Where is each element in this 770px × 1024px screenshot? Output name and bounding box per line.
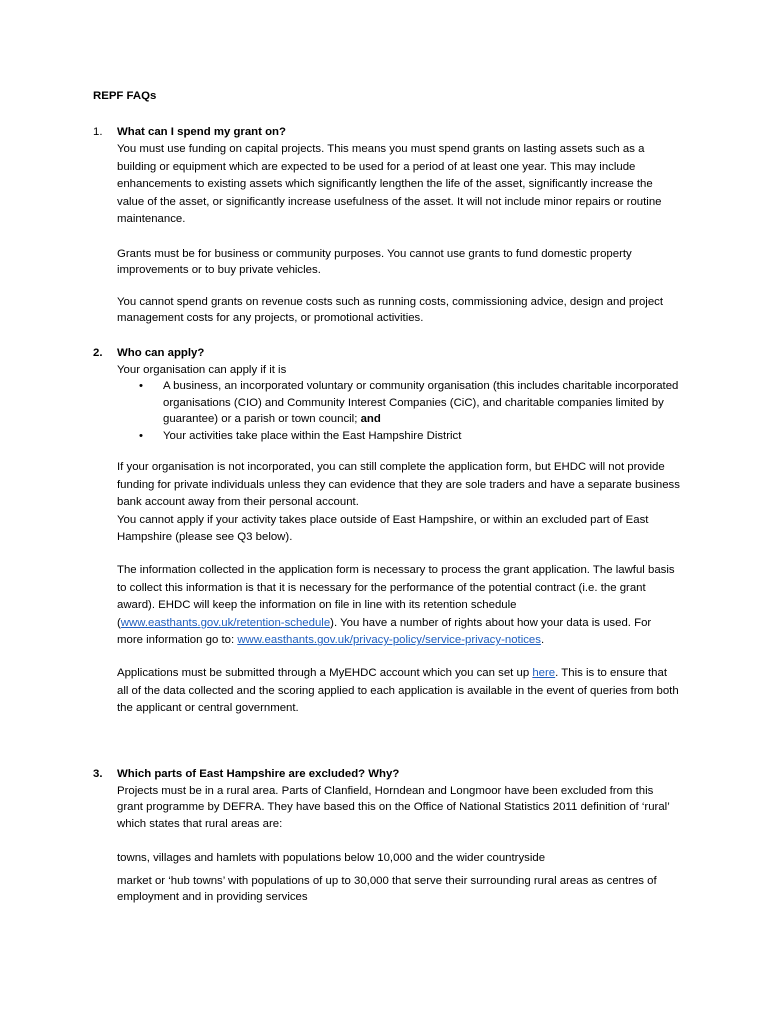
answer-paragraph: You cannot spend grants on revenue costs such as running costs, commissioning advice, design and project management costs for any projects, or promotional activities. (117, 295, 664, 325)
answer-paragraph: Grants must be for business or community purposes. You cannot use grants to fund domestic property improvements or to buy private vehicles. (117, 247, 632, 277)
answer-body (117, 362, 680, 718)
faq-section-3 (93, 766, 693, 905)
faq-section-2 (93, 345, 693, 718)
retention-schedule-link[interactable]: www.easthants.gov.uk/retention-schedule (120, 616, 331, 629)
answer-paragraph: Projects must be in a rural area. Parts of Clanfield, Horndean and Longmoor have been excluded from this grant programme by DEFRA. They have based this on the Office of National Statistics 2011 definition of ‘rural’ which states that rural areas are: (117, 785, 670, 830)
answer-paragraph: Applications must be submitted through a MyEHDC account which you can set up here. This is to ensure that all of the data collected and the scoring applied to each application is available in the event of queries from both the applicant or central government. (117, 666, 679, 715)
faq-question-3 (93, 766, 693, 783)
answer-paragraph: If your organisation is not incorporated, you can still complete the application form, but EHDC will not provide funding for private individuals unless they can evidence that they are sole traders and have a separate business bank account away from their personal account. (117, 461, 680, 509)
privacy-notices-link[interactable]: www.easthants.gov.uk/privacy-policy/service-privacy-notices (237, 634, 541, 647)
answer-paragraph: You must use funding on capital projects. This means you must spend grants on lasting assets such as a building or equipment which are expected to be used for a period of at least one year. This may include enhancements to existing assets which significantly lengthen the life of the asset, significantly increase the value of the asset, or significantly increase usefulness of the asset. It will not include minor repairs or routine maintenance. (117, 143, 662, 226)
list-item-text: A business, an incorporated voluntary or community organisation (this includes charitable incorporated organisations (CIO) and Community Interest Companies (CiC), and charitable companies limited by guarantee) or a parish or town council; and (163, 380, 679, 426)
list-item (117, 428, 680, 444)
myehdc-here-link[interactable]: here (532, 666, 556, 679)
answer-body (117, 141, 680, 327)
answer-paragraph: You cannot apply if your activity takes place outside of East Hampshire, or within an excluded part of East Hampshire (please see Q3 below). (117, 513, 649, 544)
answer-paragraph: Your organisation can apply if it is (117, 364, 287, 376)
rural-definition-item: towns, villages and hamlets with populations below 10,000 and the wider countryside (117, 852, 546, 865)
faq-question-2 (93, 345, 693, 362)
question-heading: What can I spend my grant on? (117, 126, 286, 138)
emphasis-text: and (360, 413, 381, 426)
eligibility-list (117, 378, 680, 444)
answer-paragraph: The information collected in the application form is necessary to process the grant application. The lawful basis to collect this information is that it is necessary for the performance of the potential contract (i.e. the grant award). EHDC will keep the information on file in line with its retention schedule (www.easthants.gov.uk/retention-schedule). You have a number of rights about how your data is used. For more information go to: www.easthants.gov.uk/privacy-policy/service-privacy-notices. (117, 564, 675, 647)
document-title: REPF FAQs (93, 90, 157, 102)
question-heading: Who can apply? (117, 347, 205, 359)
question-heading: Which parts of East Hampshire are excluded? Why? (117, 768, 400, 780)
question-number: 1. (93, 126, 103, 138)
answer-body (117, 783, 680, 905)
question-number: 3. (93, 768, 103, 780)
question-number: 2. (93, 347, 103, 359)
rural-definition-item: market or ‘hub towns’ with populations of up to 30,000 that serve their surrounding rural areas as centres of employment and in providing services (117, 874, 657, 904)
bullet-icon: • (139, 380, 143, 393)
bullet-icon: • (139, 429, 143, 442)
faq-question-1 (93, 124, 693, 141)
faq-section-1 (93, 124, 693, 327)
list-item (117, 378, 680, 427)
list-item-text: Your activities take place within the East Hampshire District (163, 429, 462, 442)
